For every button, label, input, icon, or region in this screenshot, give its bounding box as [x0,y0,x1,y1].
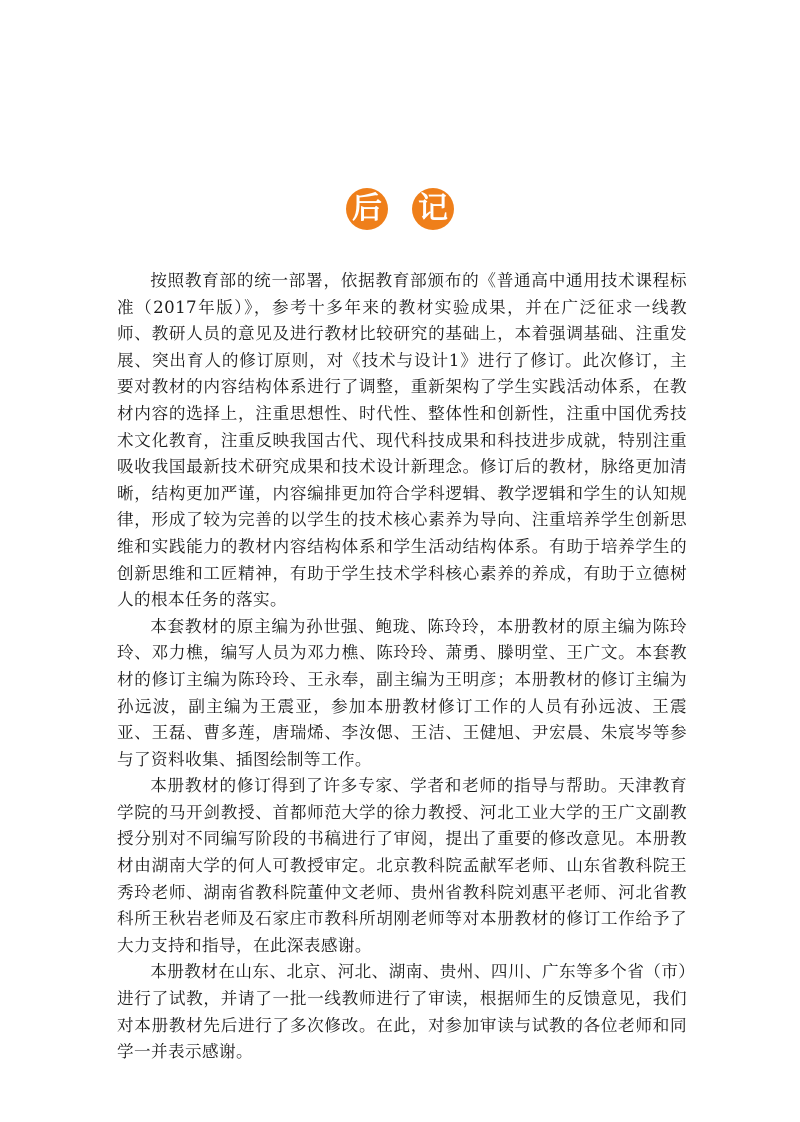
paragraph-4: 本册教材在山东、北京、河北、湖南、贵州、四川、广东等多个省（市）进行了试教，并请了一批一线教师进行了审读，根据师生的反馈意见，我们对本册教材先后进行了多次修改。在此，对参加审读与试教的各位老师和同学一并表示感谢。 [117,962,687,1062]
title-char-hou: 后 [346,188,388,230]
page-title [0,188,800,230]
paragraph-1: 按照教育部的统一部署，依据教育部颁布的《普通高中通用技术课程标准（2017年版）》，参考十多年来的教材实验成果，并在广泛征求一线教师、教研人员的意见及进行教材比较研究的基础上，本着强调基础、注重发展、突出育人的修订原则，对《技术与设计1》进行了修订。此次修订，主要对教材的内容结构体系进行了调整，重新架构了学生实践活动体系，在教材内容的选择上，注重思想性、时代性、整体性和创新性，注重中国优秀技术文化教育，注重反映我国古代、现代科技成果和科技进步成就，特别注重吸收我国最新技术研究成果和技术设计新理念。修订后的教材，脉络更加清晰，结构更加严谨，内容编排更加符合学科逻辑、教学逻辑和学生的认知规律，形成了较为完善的以学生的技术核心素养为导向、注重培养学生创新思维和实践能力的教材内容结构体系和学生活动结构体系。有助于培养学生的创新思维和工匠精神，有助于学生技术学科核心素养的养成，有助于立德树人的根本任务的落实。 [117,271,687,610]
title-char-ji: 记 [412,188,454,230]
paragraph-2: 本套教材的原主编为孙世强、鲍珑、陈玲玲，本册教材的原主编为陈玲玲、邓力樵，编写人员为邓力樵、陈玲玲、萧勇、滕明堂、王广文。本套教材的修订主编为陈玲玲、王永奉，副主编为王明彦；本册教材的修订主编为孙远波，副主编为王震亚，参加本册教材修订工作的人员有孙远波、王震亚、王磊、曹多莲，唐瑞烯、李汝偲、王洁、王健旭、尹宏晨、朱宸岑等参与了资料收集、插图绘制等工作。 [117,616,687,769]
afterword-body [117,268,687,1066]
paragraph-3: 本册教材的修订得到了许多专家、学者和老师的指导与帮助。天津教育学院的马开剑教授、首都师范大学的徐力教授、河北工业大学的王广文副教授分别对不同编写阶段的书稿进行了审阅，提出了重要的修改意见。本册教材由湖南大学的何人可教授审定。北京教科院孟献军老师、山东省教科院王秀玲老师、湖南省教科院董仲文老师、贵州省教科院刘惠平老师、河北省教科所王秋岩老师及石家庄市教科所胡刚老师等对本册教材的修订工作给予了大力支持和指导，在此深表感谢。 [117,776,687,955]
